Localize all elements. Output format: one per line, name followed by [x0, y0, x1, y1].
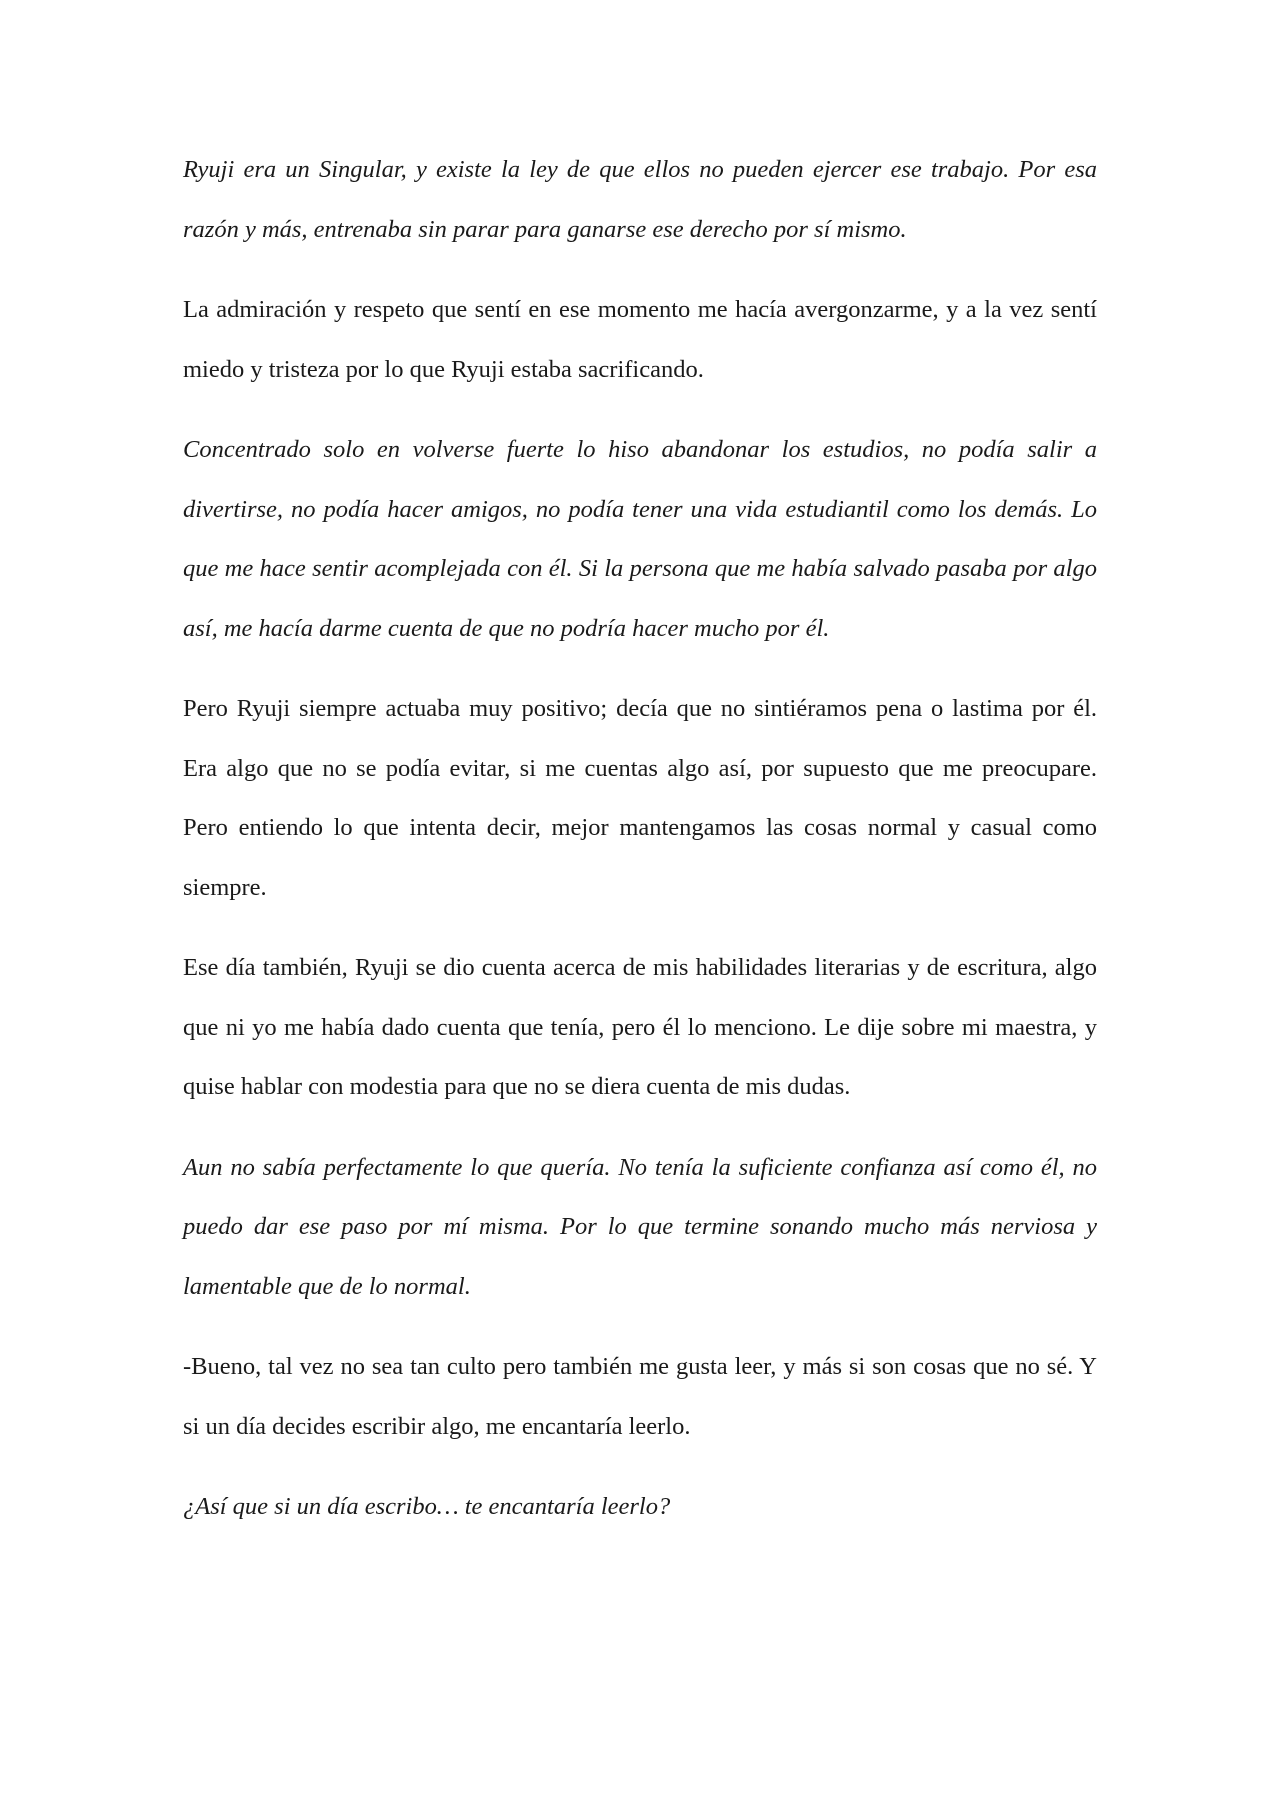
paragraph-1: Ryuji era un Singular, y existe la ley de que ellos no pueden ejercer ese trabajo. Por esa razón y más, entrenaba sin parar para ganarse ese derecho por sí mismo.	[183, 156, 1097, 243]
paragraph-5: Ese día también, Ryuji se dio cuenta acerca de mis habilidades literarias y de escritura, algo que ni yo me había dado cuenta que tenía, pero él lo menciono. Le dije sobre mi maestra, y quise hablar con modestia para que no se diera cuenta de mis dudas.	[183, 954, 1097, 1100]
paragraph-2: La admiración y respeto que sentí en ese momento me hacía avergonzarme, y a la vez sentí miedo y tristeza por lo que Ryuji estaba sacrificando.	[183, 296, 1097, 383]
paragraph-3: Concentrado solo en volverse fuerte lo hiso abandonar los estudios, no podía salir a divertirse, no podía hacer amigos, no podía tener una vida estudiantil como los demás. Lo que me hace sentir acomplejada con él. Si la persona que me había salvado pasaba por algo así, me hacía darme cuenta de que no podría hacer mucho por él.	[183, 436, 1097, 642]
paragraph-8: ¿Así que si un día escribo… te encantaría leerlo?	[183, 1493, 671, 1520]
paragraph-7: -Bueno, tal vez no sea tan culto pero también me gusta leer, y más si son cosas que no sé. Y si un día decides escribir algo, me encantaría leerlo.	[183, 1353, 1097, 1440]
paragraph-6: Aun no sabía perfectamente lo que quería. No tenía la suficiente confianza así como él, no puedo dar ese paso por mí misma. Por lo que termine sonando mucho más nerviosa y lamentable que de lo normal.	[183, 1153, 1097, 1300]
document-body	[183, 140, 1097, 1558]
paragraph-4: Pero Ryuji siempre actuaba muy positivo; decía que no sintiéramos pena o lastima por él. Era algo que no se podía evitar, si me cuentas algo así, por supuesto que me preocupare. Pero entiendo lo que intenta decir, mejor mantengamos las cosas normal y casual como siempre.	[183, 695, 1097, 901]
